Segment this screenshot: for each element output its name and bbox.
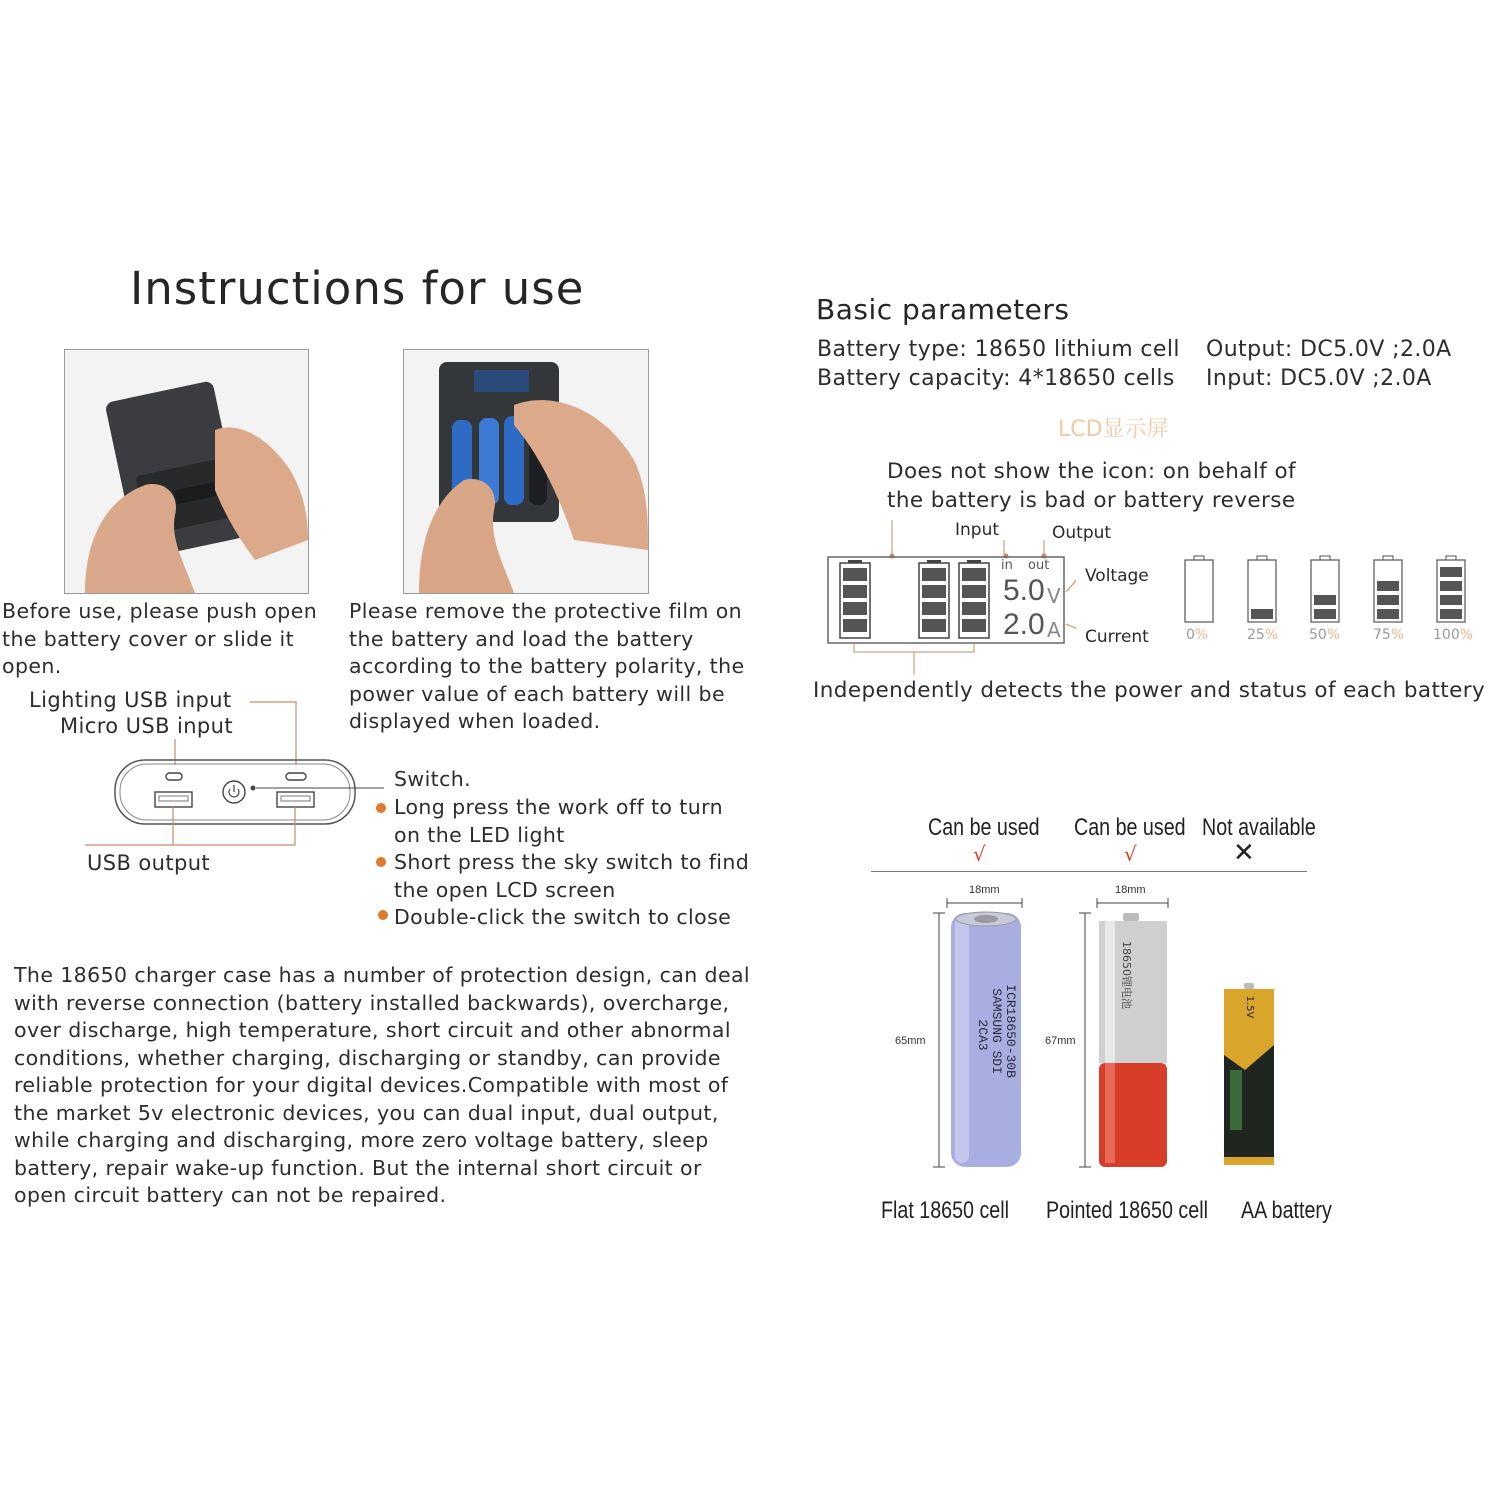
usb-output-label: USB output (87, 851, 211, 875)
battery-level-icon (1311, 556, 1339, 622)
compat-col2: Can be used (1074, 814, 1186, 841)
switch-short-press: Short press the sky switch to find the open LCD screen (394, 850, 750, 902)
photo-load-batteries (403, 349, 649, 594)
icon-note: Does not show the icon: on behalf of the battery is bad or battery reverse (887, 459, 1296, 513)
output-spec: Output: DC5.0V ;2.0A (1206, 337, 1452, 362)
battery-level-bar (1314, 595, 1336, 605)
check-icon: √ (973, 842, 986, 866)
level-50-label: 50% (1309, 627, 1341, 643)
switch-title: Switch. (394, 767, 472, 791)
lcd-cell-1 (840, 560, 870, 638)
micro-usb-label: Micro USB input (60, 714, 233, 738)
battery-level-bar (1440, 609, 1462, 619)
lcd-cell-2 (919, 560, 949, 638)
bullet-dot (378, 910, 388, 920)
bullet-dot (376, 803, 386, 813)
aa-battery-label: AA battery (1241, 1197, 1332, 1224)
check-icon: √ (1124, 842, 1137, 866)
battery-level-icon (1248, 556, 1276, 622)
lcd-voltage-unit: V (1047, 584, 1061, 608)
voltage-label: Voltage (1085, 566, 1149, 586)
lcd-input-label: Input (955, 520, 1000, 540)
compat-col3: Not available (1202, 814, 1316, 841)
dim-flat-height: 65mm (895, 1035, 926, 1047)
level-0-label: 0% (1186, 627, 1209, 643)
battery-level-bar (1440, 595, 1462, 605)
flat-cell-print: ICR18650-30B SAMSUNG SDI 2CA3 (975, 984, 1018, 1078)
battery-level-bar (1377, 581, 1399, 591)
battery-level-bar (1440, 567, 1462, 577)
flat-cell-label: Flat 18650 cell (881, 1197, 1009, 1224)
params-title: Basic parameters (816, 293, 1070, 326)
level-100-label: 100% (1433, 627, 1474, 643)
battery-level-bar (1377, 595, 1399, 605)
battery-level-icon (1437, 556, 1465, 622)
battery-comparison (925, 895, 1305, 1180)
battery-level-icon (1185, 556, 1213, 622)
aa-print: 1.5V (1244, 995, 1255, 1019)
bullet-dot (376, 857, 386, 867)
detect-note: Independently detects the power and status of each battery (813, 678, 1486, 703)
battery-level-bar (1377, 609, 1399, 619)
lcd-output-label: Output (1052, 523, 1112, 543)
battery-capacity: Battery capacity: 4*18650 cells (817, 366, 1175, 391)
input-spec: Input: DC5.0V ;2.0A (1206, 366, 1432, 391)
pointed-cell-print: 18650锂电池 (1120, 941, 1133, 1009)
lcd-current-unit: A (1047, 618, 1061, 642)
switch-long-press: Long press the work off to turn on the LED light (394, 795, 723, 847)
photo-open-cover (64, 349, 309, 594)
dim-flat-width: 18mm (969, 884, 1000, 896)
step2-text: Please remove the protective film on the battery and load the battery according to the battery polarity, the power value of each battery will be displayed when loaded. (349, 599, 745, 733)
lcd-voltage-value: 5.0 (1003, 574, 1045, 607)
cross-icon: ✕ (1233, 838, 1255, 868)
battery-level-bar (1440, 581, 1462, 591)
battery-body (1185, 560, 1213, 622)
lcd-label: LCD显示屏 (1058, 417, 1169, 442)
page-title: Instructions for use (130, 262, 585, 315)
pointed-cell-label: Pointed 18650 cell (1046, 1197, 1208, 1224)
lcd-out: out (1028, 558, 1050, 573)
lcd-in: in (1001, 558, 1013, 573)
divider (871, 871, 1307, 872)
battery-type: Battery type: 18650 lithium cell (817, 337, 1180, 362)
device-diagram (80, 695, 400, 855)
compat-col1: Can be used (928, 814, 1040, 841)
battery-level-icon (1374, 556, 1402, 622)
dim-pointed-height: 67mm (1045, 1035, 1076, 1047)
battery-level-bar (1314, 609, 1336, 619)
battery-levels (1180, 552, 1480, 627)
current-label: Current (1085, 627, 1149, 647)
level-75-label: 75% (1373, 627, 1405, 643)
battery-level-bar (1251, 609, 1273, 619)
dim-pointed-width: 18mm (1115, 884, 1146, 896)
switch-double-click: Double-click the switch to close (394, 905, 732, 929)
level-25-label: 25% (1247, 627, 1279, 643)
protection-description: The 18650 charger case has a number of protection design, can deal with reverse connection (battery installed backwards), overcharge, over discharge, high temperature, short circuit and other abnormal conditions, whether charging, discharging or standby, can provide reliable protection for your digital devices.Compatible with most of the market 5v electronic devices, you can dual input, dual output, while charging and discharging, more zero voltage battery, sleep battery, repair wake-up function. But the internal short circuit or open circuit battery can not be repaired. (14, 963, 751, 1207)
step1-text: Before use, please push open the battery cover or slide it open. (2, 599, 318, 678)
lighting-usb-label: Lighting USB input (29, 688, 232, 712)
lcd-current-value: 2.0 (1003, 608, 1045, 641)
lcd-cell-3 (959, 560, 989, 638)
